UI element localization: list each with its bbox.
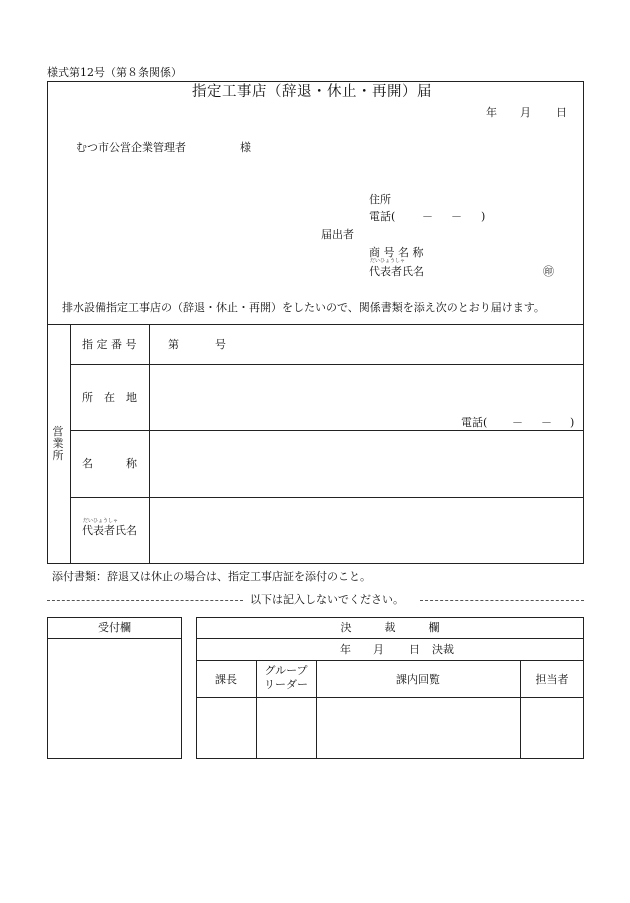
office-phone-close: ) <box>570 416 575 429</box>
col-section-chief: 課長 <box>215 673 237 686</box>
office-rep-ruby: だいひょうしゃ <box>83 518 119 524</box>
approval-date-day: 日 <box>409 643 420 656</box>
approval-date-month: 月 <box>373 643 384 656</box>
applicant-phone-label: 電話( <box>369 210 396 223</box>
reception-header-line <box>47 638 182 639</box>
date-month: 月 <box>520 106 531 119</box>
form-number: 様式第12号（第８条関係） <box>47 66 182 79</box>
attachment-note: 添付書類：辞退又は休止の場合は、指定工事店証を添付のこと。 <box>52 570 371 583</box>
date-year: 年 <box>486 106 497 119</box>
office-field-divider <box>149 324 150 564</box>
col-group-leader: グループ リーダー <box>264 664 308 691</box>
applicant-phone-sep1: － <box>422 210 433 223</box>
office-row-line-3 <box>70 497 584 498</box>
divider-right <box>420 600 584 601</box>
approval-line-3 <box>196 697 584 698</box>
office-section-label: 営業所 <box>52 425 64 462</box>
office-label-divider <box>70 324 71 564</box>
office-location-label: 所 在 地 <box>82 391 137 404</box>
approval-label: 決 裁 欄 <box>340 621 440 634</box>
office-row-line-1 <box>70 364 584 365</box>
office-name-label: 名 称 <box>82 457 137 470</box>
divider-left <box>47 600 243 601</box>
divider-text: 以下は記入しないでください。 <box>250 593 404 606</box>
col-person-in-charge: 担当者 <box>535 673 569 686</box>
statement-text: 排水設備指定工事店の（辞退・休止・再開）をしたいので、関係書類を添え次のとおり届けます。 <box>62 301 545 314</box>
reception-label: 受付欄 <box>98 621 131 634</box>
col-internal-circulation: 課内回覧 <box>396 673 440 686</box>
seal-mark: ㊞ <box>543 265 554 278</box>
office-row-line-2 <box>70 430 584 431</box>
date-day: 日 <box>556 106 567 119</box>
addressee-name: むつ市公営企業管理者 <box>76 141 186 154</box>
designation-number-label: 指 定 番 号 <box>82 338 137 351</box>
company-name-label: 商 号 名 称 <box>369 246 424 259</box>
applicant-phone-close: ) <box>481 210 486 223</box>
form-title: 指定工事店（辞退・休止・再開）届 <box>192 84 432 100</box>
approval-line-2 <box>196 660 584 661</box>
rep-name-label: 代表者氏名 <box>369 265 424 278</box>
applicant-label: 届出者 <box>321 228 354 241</box>
designation-number-prefix: 第 <box>168 338 179 351</box>
office-phone-label: 電話( <box>461 416 488 429</box>
designation-number-suffix: 号 <box>215 338 226 351</box>
addressee-honorific: 様 <box>240 141 251 154</box>
office-top-line <box>47 324 584 325</box>
approval-line-1 <box>196 638 584 639</box>
approval-date-year: 年 <box>340 643 351 656</box>
applicant-phone-sep2: － <box>451 210 462 223</box>
office-phone-sep2: － <box>541 416 552 429</box>
office-phone-sep1: － <box>512 416 523 429</box>
office-rep-label: 代表者氏名 <box>82 524 137 537</box>
approval-date-suffix: 決裁 <box>432 643 454 656</box>
address-label: 住所 <box>369 193 391 206</box>
rep-name-ruby: だいひょうしゃ <box>370 258 406 264</box>
